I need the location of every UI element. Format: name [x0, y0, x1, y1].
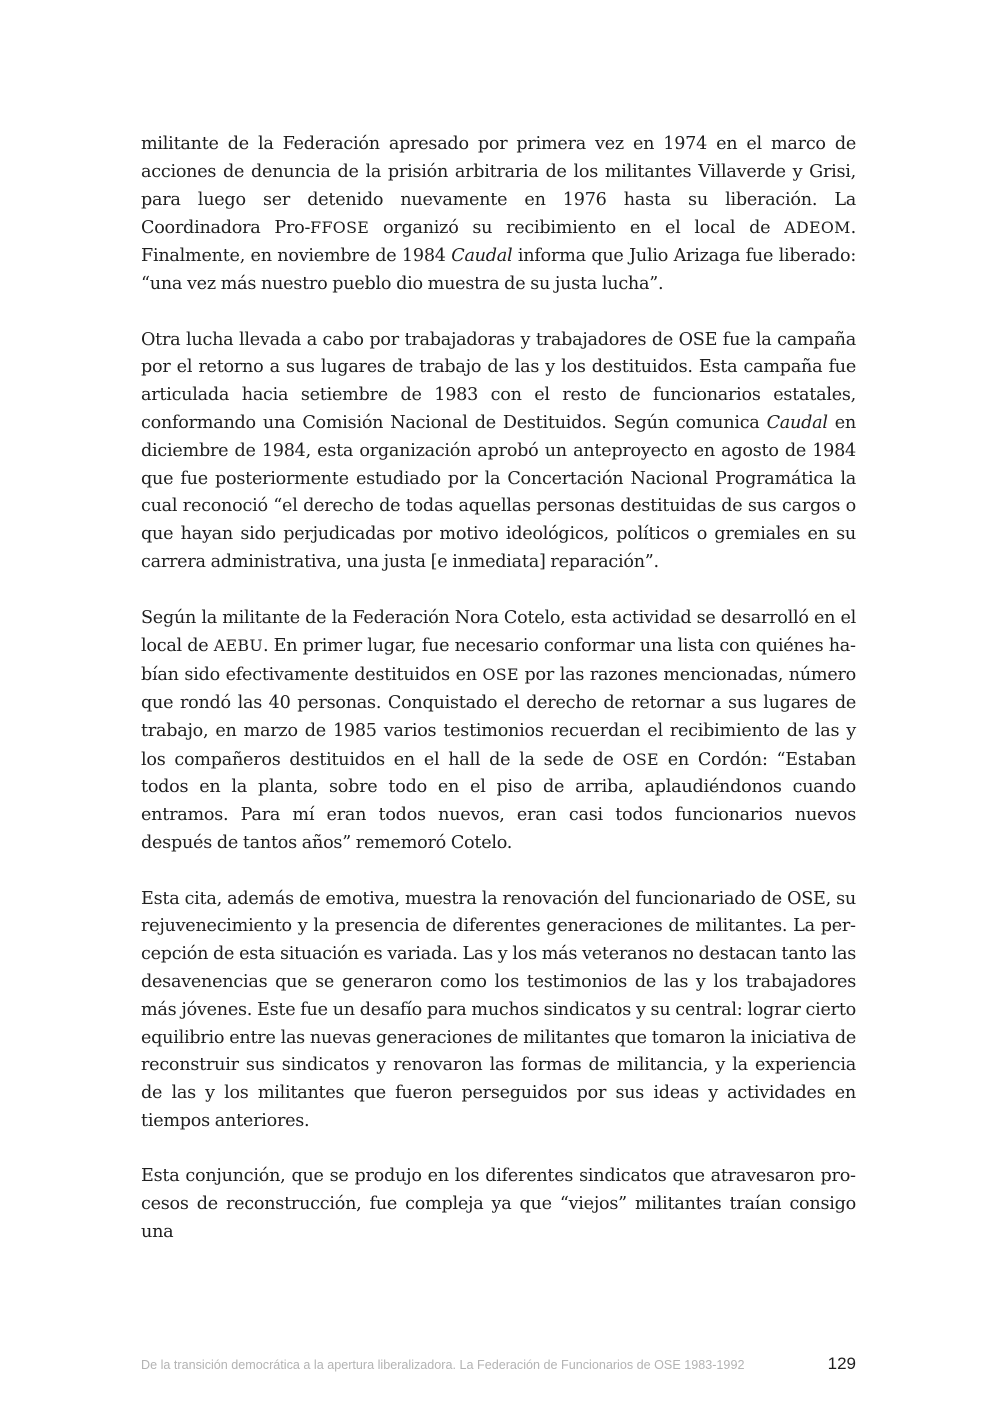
acronym-run: AEBU [213, 636, 263, 656]
text-run: Esta conjunción, que se produjo en los diferentes sindicatos que atravesaron procesos de reconstrucción, fue compleja ya que “viejos” militantes traían consigo una [141, 1166, 856, 1243]
acronym-run: FFOSE [310, 218, 370, 238]
text-run: . Finalmente, en noviembre de 1984 [141, 218, 856, 267]
acronym-run: OSE [622, 749, 659, 769]
running-title: De la transición democrática a la apertura liberalizadora. La Federación de Funcionarios de OSE 1983-1992 [141, 1358, 745, 1372]
page-number: 129 [827, 1354, 856, 1373]
paragraph-1 [141, 131, 856, 299]
italic-run: Caudal [451, 246, 513, 267]
paragraph-3 [141, 605, 856, 858]
text-run: Esta cita, además de emotiva, muestra la renovación del funcionariado de OSE, su rejuvenecimiento y la presencia de diferentes generaciones de militantes. La percepción de esta situación es variada. Las y los más veteranos no destacan tanto las desavenencias que se generaron como los testimonios de las y los trabajadores más jóvenes. Este fue un desafío para muchos sindicatos y su central: lograr cierto equilibrio entre las nuevas generaciones de militantes que tomaron la iniciativa de reconstruir sus sindicatos y renovaron las formas de militancia, y la experiencia de las y los militantes que fueron perseguidos por sus ideas y actividades en tiempos anteriores. [141, 888, 856, 1131]
text-run: Otra lucha llevada a cabo por trabajadoras y trabajadores de OSE fue la campaña por el retorno a sus lugares de trabajo de las y los destituidos. Esta campaña fue articulada hacia setiembre de 1983 con el resto de funcionarios estatales, conformando una Comisión Nacional de Destituidos. Según comunica [141, 329, 856, 433]
text-run: militante de la Federación apresado por primera vez en 1974 en el marco de acciones de denuncia de la prisión arbitraria de los militantes Villaverde y Grisi, para luego ser detenido nuevamente en 1976 hasta su liberación. La Coordinadora Pro- [141, 134, 856, 239]
acronym-run: ADEOM [784, 218, 851, 238]
text-run: . En primer lugar, fue necesario conformar una lista con quiénes habían sido efectivamente destituidos en [141, 636, 856, 686]
body-text [141, 131, 856, 1275]
text-run: Según la militante de la Federación Nora Cotelo, esta actividad se desarrolló en el local de [141, 607, 856, 657]
text-run: en diciembre de 1984, esta organización aprobó un anteproyecto en agosto de 1984 que fue posteriormente estudiado por la Concertación Nacional Programática la cual reconoció “el derecho de todas aquellas personas destituidas de sus cargos o que hayan sido perjudicadas por motivo ideológicos, políticos o gremiales en su carrera administrativa, una justa [e inmediata] reparación”. [141, 412, 856, 572]
text-run: en Cordón: “Estaban todos en la planta, sobre todo en el piso de arriba, aplaudiéndonos cuando entramos. Para mí eran todos nuevos, eran casi todos funcionarios nuevos después de tantos años” rememoró Cotelo. [141, 749, 857, 853]
text-run: organizó su recibimiento en el local de [369, 218, 785, 239]
page-footer [141, 1354, 856, 1378]
text-run: por las razones mencionadas, número que rondó las 40 personas. Conquistado el derecho de retornar a sus lugares de trabajo, en marzo de 1985 varios testimonios recuerdan el recibimiento de las y los compañeros destituidos en el hall de la sede de [141, 665, 856, 770]
paragraph-2 [141, 327, 856, 577]
paragraph-5 [141, 1163, 856, 1246]
italic-run: Caudal [766, 412, 828, 433]
text-run: informa que Julio Arizaga fue liberado: “una vez más nuestro pueblo dio muestra de su justa lucha”. [141, 246, 856, 294]
paragraph-4 [141, 886, 856, 1136]
acronym-run: OSE [482, 665, 519, 685]
